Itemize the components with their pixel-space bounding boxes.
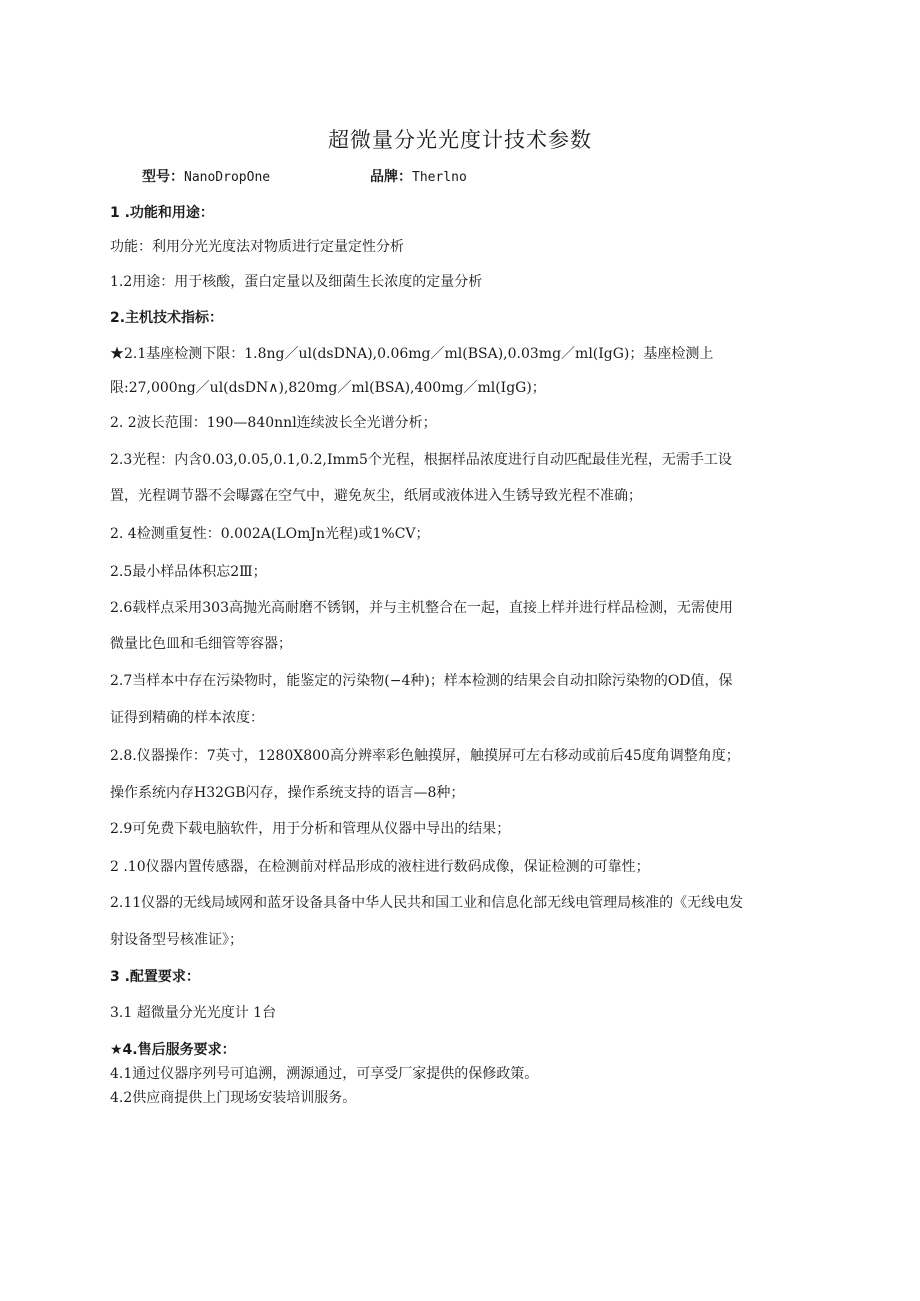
brand-label: 品牌： (370, 169, 412, 185)
paragraph-line: 功能：利用分光光度法对物质进行定量定性分析 (110, 239, 404, 255)
paragraph-line: 2.7当样本中存在污染物时，能鉴定的污染物(−4种)；样本检测的结果会自动扣除污染物的OD值，保 (110, 673, 733, 689)
paragraph-line: 2 .10仪器内置传感器，在检测前对样品形成的液柱进行数码成像，保证检测的可靠性； (110, 859, 650, 875)
section-heading: ★4.售后服务要求： (110, 1042, 236, 1058)
model-label: 型号： (142, 169, 184, 185)
model-field (142, 166, 270, 186)
paragraph-line: 2. 2波长范围：190—840nnl连续波长全光谱分析； (110, 415, 437, 431)
paragraph-line: 2.9可免费下载电脑软件，用于分析和管理从仪器中导出的结果； (110, 821, 511, 837)
paragraph-line: 2.5最小样品体积忘2Ⅲ； (110, 564, 267, 580)
paragraph-line: 1.2用途：用于核酸，蛋白定量以及细菌生长浓度的定量分析 (110, 274, 483, 290)
paragraph-line: 微量比色皿和毛细管等容器； (110, 636, 292, 652)
paragraph-line: 2.8.仪器操作：7英寸，1280X800高分辨率彩色触摸屏，触摸屏可左右移动或前后45度角调整角度； (110, 748, 740, 764)
paragraph-line: 4.2供应商提供上门现场安装培训服务。 (110, 1090, 357, 1106)
document-title: 超微量分光光度计技术参数 (328, 128, 592, 152)
paragraph-line: 置，光程调节器不会曝露在空气中，避免灰尘，纸屑或液体进入生锈导致光程不准确； (110, 488, 642, 504)
paragraph-line: 4.1通过仪器序列号可追溯，溯源通过，可享受厂家提供的保修政策。 (110, 1066, 539, 1082)
paragraph-line: ★2.1基座检测下限：1.8ng／ul(dsDNA),0.06mg／ml(BSA),0.03mg／ml(IgG)；基座检测上 (110, 346, 714, 362)
brand-value: Therlno (412, 170, 467, 185)
paragraph-line: 限:27,000ng／ul(dsDN∧),820mg／ml(BSA),400mg／ml(IgG)； (110, 380, 546, 396)
section-heading: 2.主机技术指标： (110, 310, 224, 326)
paragraph-line: 证得到精确的样本浓度： (110, 710, 264, 726)
section-heading: 3 .配置要求： (110, 969, 200, 985)
paragraph-line: 2.6载样点采用303高抛光高耐磨不锈钢，并与主机整合在一起，直接上样并进行样品检测，无需使用 (110, 600, 733, 616)
paragraph-line: 射设备型号核准证》； (110, 932, 243, 948)
paragraph-line: 2.3光程：内含0.03,0.05,0.1,0.2,Imm5个光程，根据样品浓度进行自动匹配最佳光程，无需手工设 (110, 452, 732, 468)
section-heading: 1 .功能和用途： (110, 205, 214, 221)
model-value: NanoDropOne (184, 170, 271, 185)
paragraph-line: 3.1 超微量分光光度计 1台 (110, 1005, 277, 1021)
paragraph-line: 操作系统内存H32GB闪存，操作系统支持的语言—8种； (110, 785, 465, 801)
paragraph-line: 2. 4检测重复性：0.002A(LOmJn光程)或1%CV； (110, 526, 430, 542)
paragraph-line: 2.11仪器的无线局域网和蓝牙设备具备中华人民共和国工业和信息化部无线电管理局核准的《无线电发 (110, 895, 744, 911)
brand-field (370, 166, 467, 186)
